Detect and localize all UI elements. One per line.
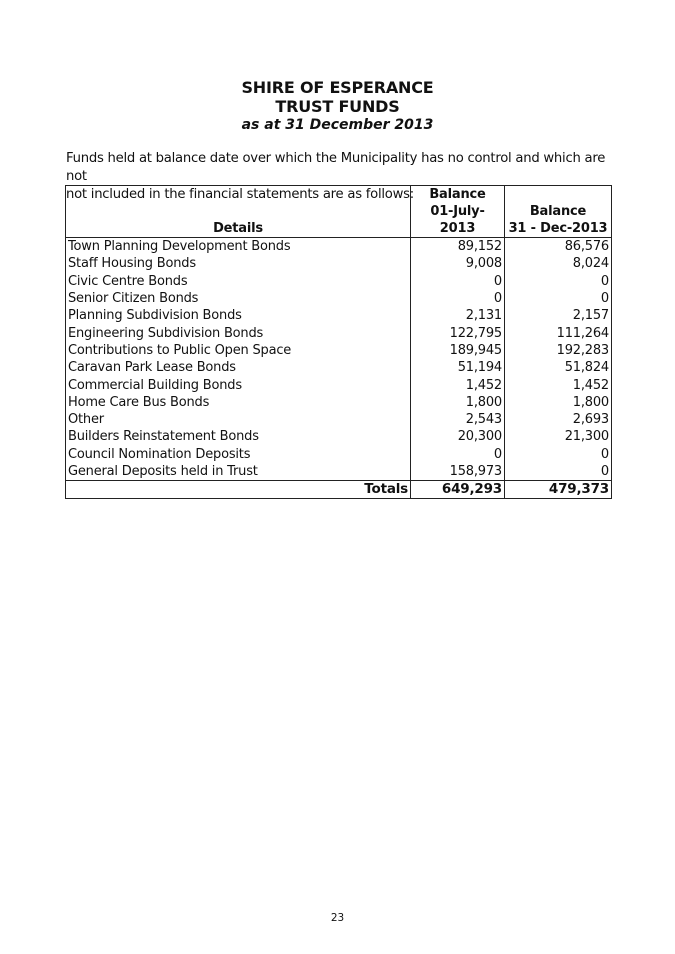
row-balance-close: 1,800 xyxy=(505,394,612,411)
row-details: General Deposits held in Trust xyxy=(66,463,411,481)
intro-line-1: Funds held at balance date over which the Municipality has no control and which are not xyxy=(66,151,606,184)
table-row xyxy=(66,307,612,324)
row-balance-close: 86,576 xyxy=(505,238,612,256)
totals-open: 649,293 xyxy=(411,481,505,499)
row-balance-close: 1,452 xyxy=(505,376,612,393)
totals-row xyxy=(66,481,612,499)
table-row xyxy=(66,359,612,376)
row-balance-close: 8,024 xyxy=(505,255,612,272)
row-details: Home Care Bus Bonds xyxy=(66,394,411,411)
row-balance-open: 189,945 xyxy=(411,342,505,359)
row-balance-open: 9,008 xyxy=(411,255,505,272)
table-row xyxy=(66,273,612,290)
table-body xyxy=(66,238,612,481)
table-row xyxy=(66,463,612,481)
row-balance-open: 158,973 xyxy=(411,463,505,481)
totals-close: 479,373 xyxy=(505,481,612,499)
row-details: Staff Housing Bonds xyxy=(66,255,411,272)
trust-funds-table xyxy=(65,185,612,499)
table-row xyxy=(66,238,612,256)
row-balance-close: 21,300 xyxy=(505,428,612,445)
table-row xyxy=(66,428,612,445)
document-header xyxy=(0,78,675,134)
row-details: Builders Reinstatement Bonds xyxy=(66,428,411,445)
page-number: 23 xyxy=(330,912,345,924)
row-balance-close: 0 xyxy=(505,446,612,463)
row-balance-close: 111,264 xyxy=(505,324,612,341)
row-balance-open: 0 xyxy=(411,446,505,463)
row-details: Planning Subdivision Bonds xyxy=(66,307,411,324)
row-balance-open: 0 xyxy=(411,290,505,307)
table-header-row xyxy=(66,186,612,238)
table-row xyxy=(66,411,612,428)
row-balance-close: 2,157 xyxy=(505,307,612,324)
row-balance-close: 192,283 xyxy=(505,342,612,359)
table-row xyxy=(66,446,612,463)
row-details: Engineering Subdivision Bonds xyxy=(66,324,411,341)
row-details: Commercial Building Bonds xyxy=(66,376,411,393)
page-title: TRUST FUNDS xyxy=(275,97,400,116)
row-balance-open: 122,795 xyxy=(411,324,505,341)
row-details: Senior Citizen Bonds xyxy=(66,290,411,307)
row-balance-close: 0 xyxy=(505,463,612,481)
row-balance-open: 1,800 xyxy=(411,394,505,411)
organization-title: SHIRE OF ESPERANCE xyxy=(241,78,434,97)
row-balance-close: 0 xyxy=(505,290,612,307)
row-balance-open: 51,194 xyxy=(411,359,505,376)
column-header-balance-close: Balance 31 - Dec-2013 xyxy=(505,186,612,238)
row-details: Contributions to Public Open Space xyxy=(66,342,411,359)
table-row xyxy=(66,255,612,272)
table-row xyxy=(66,394,612,411)
table-row xyxy=(66,324,612,341)
row-balance-open: 20,300 xyxy=(411,428,505,445)
row-balance-open: 2,543 xyxy=(411,411,505,428)
row-details: Council Nomination Deposits xyxy=(66,446,411,463)
row-details: Caravan Park Lease Bonds xyxy=(66,359,411,376)
table-row xyxy=(66,290,612,307)
row-details: Other xyxy=(66,411,411,428)
column-header-details: Details xyxy=(66,186,411,238)
row-details: Town Planning Development Bonds xyxy=(66,238,411,256)
row-balance-close: 2,693 xyxy=(505,411,612,428)
row-balance-open: 89,152 xyxy=(411,238,505,256)
row-balance-open: 0 xyxy=(411,273,505,290)
row-balance-open: 1,452 xyxy=(411,376,505,393)
intro-line-2: not included in the financial statements are as follows: xyxy=(66,187,414,202)
row-balance-close: 51,824 xyxy=(505,359,612,376)
date-subtitle: as at 31 December 2013 xyxy=(241,117,434,133)
totals-label: Totals xyxy=(66,481,411,499)
row-details: Civic Centre Bonds xyxy=(66,273,411,290)
row-balance-open: 2,131 xyxy=(411,307,505,324)
table-row xyxy=(66,376,612,393)
table-row xyxy=(66,342,612,359)
column-header-balance-open: Balance 01-July- 2013 xyxy=(411,186,505,238)
row-balance-close: 0 xyxy=(505,273,612,290)
